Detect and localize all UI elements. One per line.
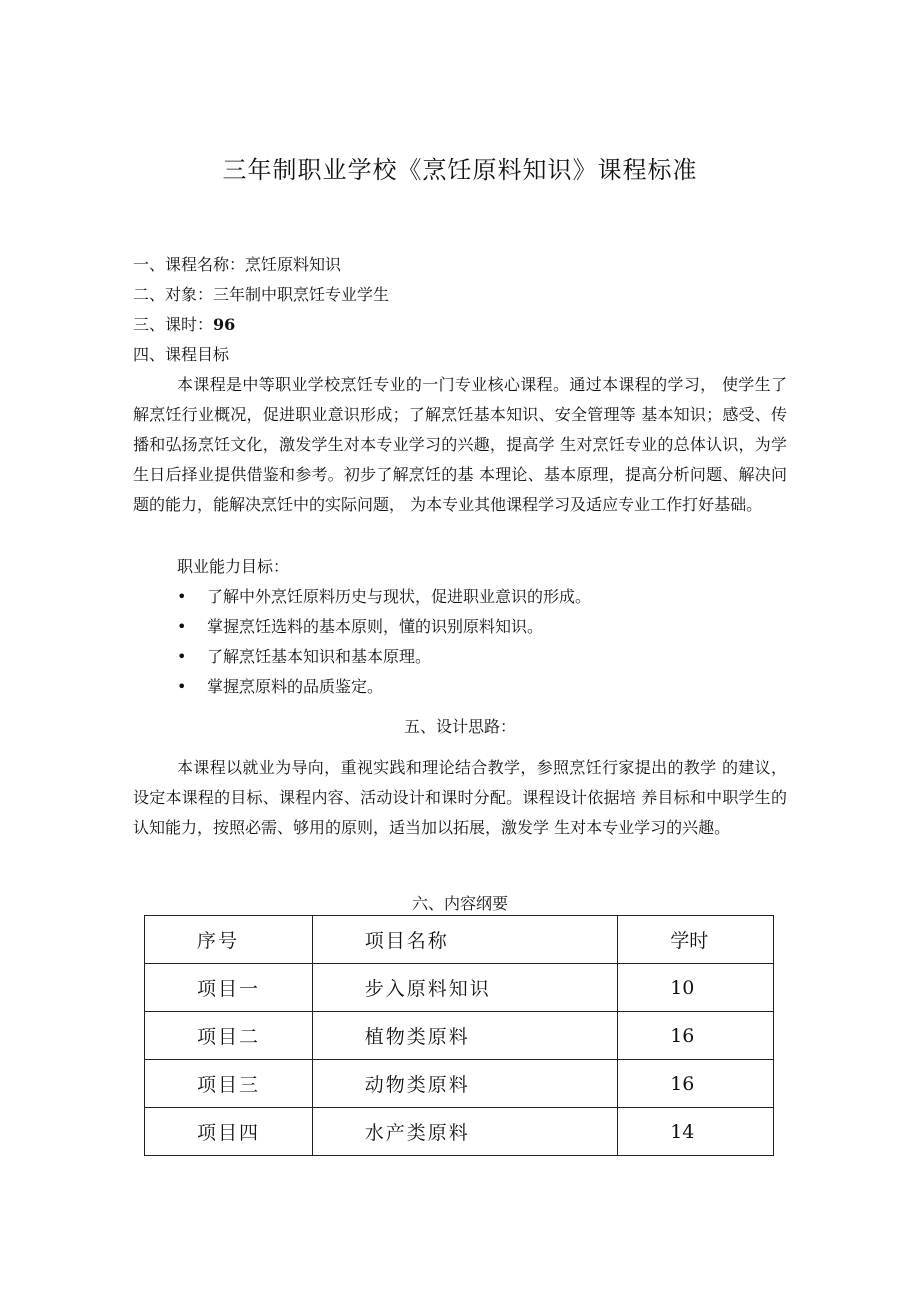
bullet-icon: • [177,677,187,696]
outline-heading: 六、内容纲要 [411,894,508,913]
bullet-icon: • [177,587,187,606]
table-header-cell: 学时 [618,916,774,964]
course-name: 一、课程名称：烹饪原料知识 [133,255,342,274]
table-cell: 16 [618,1060,774,1108]
list-item-text: 了解中外烹饪原料历史与现状，促进职业意识的形成。 [207,587,592,606]
table-cell: 步入原料知识 [312,964,617,1012]
table-cell: 10 [618,964,774,1012]
list-item-text: 掌握烹饪选料的基本原则，懂的识别原料知识。 [207,617,544,636]
list-item [177,587,591,607]
table-header-cell: 项目名称 [312,916,617,964]
table-row [145,1012,774,1060]
table-row [145,964,774,1012]
document-title: 三年制职业学校《烹饪原料知识》课程标准 [222,156,698,184]
design-heading: 五、设计思路： [403,717,516,736]
table-cell: 植物类原料 [312,1012,617,1060]
course-hours-value: 96 [213,315,236,334]
course-hours-label: 三、课时： [133,315,214,334]
ability-heading: 职业能力目标： [177,557,290,576]
table-cell: 14 [618,1108,774,1156]
list-item-text: 掌握烹原料的品质鉴定。 [207,677,384,696]
bullet-icon: • [177,617,187,636]
table-row [145,1108,774,1156]
list-item-text: 了解烹饪基本知识和基本原理。 [207,647,432,666]
table-header-row [145,916,774,964]
table-cell: 项目二 [145,1012,313,1060]
table-cell: 16 [618,1012,774,1060]
list-item [177,647,431,667]
content-table [144,915,774,1156]
design-paragraph: 本课程以就业为导向，重视实践和理论结合教学，参照烹饪行家提出的教学 的建议，设定本课程的目标、课程内容、活动设计和课时分配。课程设计依据培 养目标和中职学生的认知能力，按照必需、够用的原则，适当加以拓展，激发学 生对本专业学习的兴趣。 [133,758,787,837]
course-hours [133,315,235,335]
table-cell: 水产类原料 [312,1108,617,1156]
table-cell: 项目三 [145,1060,313,1108]
list-item [177,617,543,637]
table-cell: 项目一 [145,964,313,1012]
course-target: 二、对象：三年制中职烹饪专业学生 [133,285,390,304]
table-header-cell: 序号 [145,916,313,964]
table-cell: 动物类原料 [312,1060,617,1108]
goal-heading: 四、课程目标 [133,345,230,364]
goal-paragraph: 本课程是中等职业学校烹饪专业的一门专业核心课程。通过本课程的学习， 使学生了解烹饪行业概况，促进职业意识形成；了解烹饪基本知识、安全管理等 基本知识；感受、传播和弘扬烹饪文化，激发学生对本专业学习的兴趣，提高学 生对烹饪专业的总体认识，为学生日后择业提供借鉴和参考。初步了解烹饪的基 本理论、基本原理，提高分析问题、解决问题的能力，能解决烹饪中的实际问题， 为本专业其他课程学习及适应专业工作打好基础。 [133,375,787,514]
bullet-icon: • [177,647,187,666]
list-item [177,677,383,697]
table-row [145,1060,774,1108]
table-cell: 项目四 [145,1108,313,1156]
